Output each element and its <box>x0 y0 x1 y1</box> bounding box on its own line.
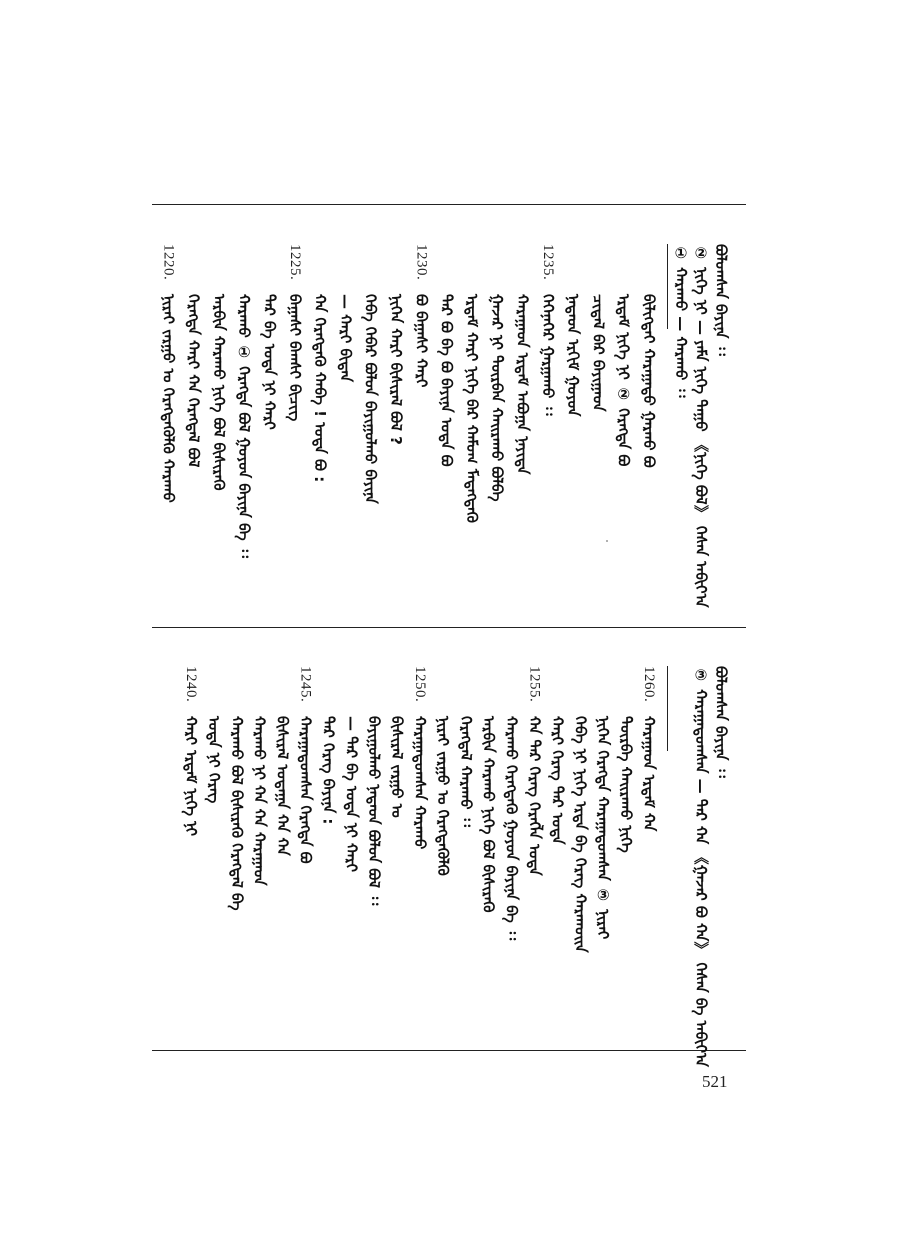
verse-line: ᠨᠢᠷᠠᠢ ᠵᠠᠷᠭᠤ ᠤ ᠬᠡᠷᠡᠭᠳᠡᠭᠦᠯᠬᠦ <box>433 716 452 876</box>
line-number: 1230. <box>413 244 430 281</box>
verse-line: ᠭᠡᠭᠡᠨᠡᠭᠡᠷ ᠭᠠᠷᠭᠠᠬᠤ ᠄᠄ <box>538 294 557 416</box>
line-number: 1240. <box>183 666 199 703</box>
verse-line: ᠡᠷᠳᠡᠮ ᠬᠠᠷᠢ ᠨᠢᠭᠡ ᠪᠡᠷ ᠬᠠᠮᠤᠭ ᠮᠡᠳᠡᠭᠳᠡᠬᠦ <box>462 294 481 523</box>
verse-line: ᠬᠠ ᠬᠡᠷᠡᠭᠳᠡᠬᠦ ᠬᠠᠪᠠ ! ᠤᠳᠠ ᠪᠣ : <box>311 294 330 483</box>
verse-line: ᠬᠠᠷᠢ ᠡᠷᠳᠡᠮ ᠨᠢᠭᠡ ᠨᠢ <box>182 716 200 837</box>
speck-mark <box>606 540 608 542</box>
verse-line: ᠴᠢᠳᠠᠯ ᠪᠡᠷ ᠪᠠᠶᠢᠭᠠᠳ <box>589 294 608 412</box>
line-number: 1235. <box>539 244 556 281</box>
verse-line: ᠬᠠᠷᠠᠬᠤ ᠬᠡᠷᠡᠭᠳᠡᠬᠦ ᠭᠤᠶᠤᠨ ᠪᠠᠶᠢᠨᠠ ᠪᠠ ᠄᠄ <box>502 716 521 941</box>
verse-line: ᠬᠠᠷᠠᠭᠠᠳ ᠡᠷᠳᠡᠮ ᠬᠠ <box>640 716 658 832</box>
verse-line: ᠨᠢᠷᠠᠢ ᠵᠠᠷᠭᠤ ᠤ ᠬᠡᠷᠡᠭᠳᠡᠭᠦᠯᠬᠦ ᠬᠠᠷᠠᠬᠤ <box>159 294 178 503</box>
verse-line: ᠠᠷᠪᠢᠨ ᠬᠠᠷᠠᠬᠤ ᠨᠢᠭᠡ ᠪᠣᠯ ᠪᠢᠰᠢᠷᠡᠬᠦ <box>209 294 228 491</box>
verse-line: ᠲᠡᠷ ᠪᠠ ᠤᠳᠠ ᠨᠢ ᠬᠠᠷᠢ <box>260 294 279 430</box>
upper-note-3: ① ᠬᠠᠷᠠᠬᠤ — ᠬᠠᠷᠠᠬᠤ ᠄᠄ <box>672 244 690 398</box>
verse-line: ᠪᠣ ᠪᠠᠭᠠᠰᠢ ᠬᠠᠷᠢ <box>412 294 431 388</box>
verse-line: ᠪᠠᠭᠠᠰᠢ ᠪᠠᠭᠰᠢ ᠪᠢᠴᠢᠭ <box>285 294 304 422</box>
verse-line: ᠬᠠᠷᠠᠬᠤ ① ᠬᠡᠷᠡᠭᠳᠡ ᠪᠣᠯ ᠭᠤᠶᠤᠨ ᠪᠠᠶᠢᠨᠠ ᠪᠠ ᠄᠄ <box>235 294 254 558</box>
verse-line: ᠬᠠ ᠲᠡᠷ ᠬᠡᠷᠡᠭ ᠬᠡᠷᠡᠭᠯᠡ ᠤᠳᠠ <box>525 716 544 876</box>
verse-line: ᠨᠢᠭᠡᠨ ᠬᠡᠷᠡᠭᠳᠡ ᠬᠠᠷᠠᠭᠠᠳᠤᠭᠰᠠᠨ ③ ᠨᠢᠷᠠᠢ <box>594 716 613 940</box>
bottom-rule <box>152 1050 746 1051</box>
verse-line: ᠤᠳᠠ ᠨᠢ ᠬᠡᠷᠡᠭ <box>204 716 223 804</box>
verse-line: ᠬᠠᠷᠠᠭᠠᠳ ᠡᠷᠳᠡᠮ ᠠᠪᠤᠭᠠ ᠨᠡᠶᠢᠲᠡ <box>513 294 532 475</box>
verse-line: ᠬᠡᠪᠡ ᠨᠢ ᠨᠢᠭᠡ ᠡᠷᠳᠡ ᠪᠠ ᠬᠡᠷᠡᠭ ᠬᠠᠷᠠᠬᠤᠢᠨ <box>571 716 590 953</box>
upper-note-1: ᠪᠣᠯᠤᠭᠰᠠᠨ ᠪᠠᠶᠢᠨᠠ ᠄᠄ <box>712 244 730 356</box>
verse-line: ᠪᠢᠰᠢᠷᠡᠯ ᠤᠳᠠᠭᠠ ᠬᠠ ᠬᠠ <box>273 716 292 856</box>
line-number: 1260. <box>641 666 657 703</box>
verse-line: ᠬᠠᠷᠠᠬᠤ ᠨᠢ ᠬᠠ ᠬᠠ ᠬᠠᠷᠠᠭᠠᠳ <box>250 716 269 886</box>
verse-line: ᠬᠡᠷᠡᠭᠳᠡ ᠬᠠᠷᠢ ᠬᠠ ᠬᠡᠷᠡᠭᠳᠡᠯ ᠪᠣᠯ <box>184 294 203 468</box>
top-rule <box>152 204 746 205</box>
middle-rule <box>152 627 746 628</box>
verse-line: ᠲᠡᠷ ᠪᠣ ᠪᠠ ᠪᠣ ᠪᠠᠶᠢᠨᠠ ᠤᠳᠠ ᠪᠣ <box>437 294 456 467</box>
line-number: 1220. <box>160 244 177 281</box>
verse-line: ᠠᠷᠪᠢᠨ ᠬᠠᠷᠠᠬᠤ ᠨᠢᠭᠡ ᠪᠣᠯ ᠪᠢᠰᠢᠷᠡᠬᠦ <box>479 716 498 913</box>
verse-line: ᠨᠠᠳᠠᠳ ᠡᠷᠬᠢᠮ ᠭᠤᠶᠤᠨ <box>564 294 583 417</box>
verse-line: ᠪᠢᠰᠢᠷᠡᠯ ᠵᠠᠷᠭᠤ ᠤ <box>388 716 407 818</box>
line-number: 1225. <box>286 244 303 281</box>
line-number: 1245. <box>297 666 314 703</box>
verse-line: ᠭᠠᠵᠠᠷ ᠨᠢ ᠳᠦᠷᠪᠡᠨ ᠬᠠᠢᠷᠠᠬᠤ ᠪᠣᠯᠪᠠ <box>488 294 507 502</box>
verse-line: — ᠬᠠᠷᠢ ᠪᠢᠳᠡᠨ <box>336 294 355 383</box>
verse-line: ᠬᠠᠷᠠᠭᠠᠳᠤᠭᠰᠠᠨ ᠬᠡᠷᠡᠭᠳᠡ ᠪᠣ <box>296 716 315 864</box>
lower-note-1: ᠪᠣᠯᠤᠭᠰᠠᠨ ᠪᠠᠶᠢᠨᠠ ᠄᠄ <box>712 666 730 778</box>
page-number: 521 <box>702 1072 728 1091</box>
verse-line: ᠬᠠᠷᠠᠭᠠᠳᠤᠭᠰᠠᠨ ᠬᠠᠷᠠᠬᠤ <box>411 716 429 850</box>
lower-note-2: ③ ᠬᠠᠷᠠᠭᠠᠳᠤᠭᠰᠠᠨ — ᠲᠡᠷ ᠬᠠ 《ᠭᠠᠵᠠᠷ ᠪᠣ ᠬᠠ》 ᠭᠡᠰᠡᠨ ᠪᠠ ᠠᠪᠢᠶ᠎ᠠ <box>692 666 710 1067</box>
upper-note-2: ② ᠨᠢᠭᠡ ᠨᠢ — ᠶᠠᠮᠠ ᠨᠢᠭᠡ ᠳᠠᠭᠤ 《ᠨᠢᠭᠡ ᠪᠣᠯ》 ᠭᠡᠰᠡᠨ ᠠᠪᠢᠶ᠎ᠠ <box>692 244 710 608</box>
verse-line: ᠨᠢᠭᠡᠨ ᠬᠠᠷᠢ ᠪᠢᠰᠢᠷᠡᠯ ᠪᠣᠯ ? <box>387 294 405 445</box>
verse-line: ᠪᠢᠯᠢᠭᠲᠡᠢ ᠬᠠᠷᠠᠭᠠᠳᠤ ᠭᠠᠷᠬᠤ ᠪᠣ <box>640 294 658 468</box>
verse-line: ᠬᠠᠷᠢ ᠬᠡᠷᠡᠭ ᠲᠡᠷ ᠤᠳᠠ <box>548 716 567 845</box>
verse-line: ᠲᠡᠷ ᠬᠡᠷᠡᠭ ᠪᠠᠶᠢᠨᠠ : <box>319 716 338 825</box>
verse-line: ᠬᠠᠷᠠᠬᠤ ᠪᠣᠯ ᠪᠢᠰᠢᠷᠡᠬᠦ ᠬᠡᠷᠡᠭᠳᠡᠯ ᠪᠠ <box>227 716 246 911</box>
verse-line: — ᠲᠡᠷ ᠪᠠ ᠤᠳᠠ ᠨᠢ ᠬᠠᠷᠢ <box>342 716 361 872</box>
verse-line: ᠡᠷᠳᠡᠮ ᠨᠢᠭᠡ ᠨᠢ ② ᠬᠡᠷᠡᠭᠳᠡ ᠪᠣ <box>614 294 633 467</box>
verse-line: ᠬᠡᠪᠡ ᠬᠡᠪᠡᠷ ᠪᠣᠯᠤᠨ ᠪᠠᠶᠢᠭᠤᠯᠬᠤ ᠪᠠᠶᠢᠨᠠ <box>361 294 380 504</box>
line-number: 1250. <box>412 666 428 703</box>
upper-footnote-separator <box>667 244 668 329</box>
verse-line: ᠬᠡᠷᠡᠭᠳᠡᠯ ᠬᠠᠷᠠᠬᠤ ᠄᠄ <box>456 716 475 827</box>
line-number: 1255. <box>526 666 543 703</box>
verse-line: ᠳᠦᠷᠪᠡ ᠬᠠᠢᠷᠠᠬᠤ ᠨᠢᠭᠡ <box>617 716 636 853</box>
lower-footnote-separator <box>667 666 668 751</box>
verse-line: ᠪᠠᠶᠢᠭᠤᠯᠬᠤ ᠨᠠᠳᠠᠳ ᠪᠣᠯᠤᠨ ᠪᠣᠯ ᠄᠄ <box>365 716 384 906</box>
